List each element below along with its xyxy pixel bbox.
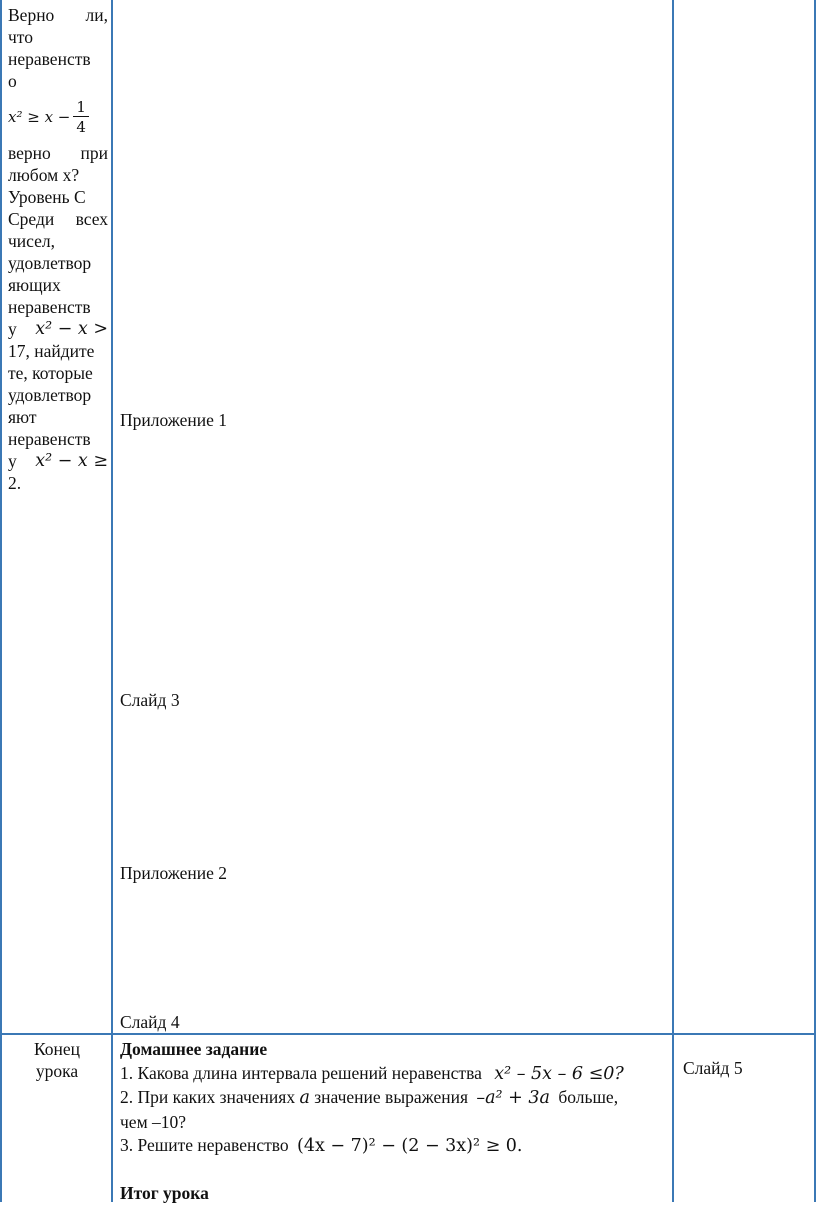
slide-4-label: Слайд 4	[120, 1012, 180, 1033]
hw3-text: 3. Решите неравенство	[120, 1135, 289, 1155]
text-line: неравенств	[8, 48, 108, 70]
text-fragment: ли,	[86, 4, 108, 26]
homework-cell	[120, 1038, 665, 1205]
fraction-numerator: 1	[73, 98, 89, 117]
q1-formula	[8, 92, 108, 142]
text-line: неравенств	[8, 296, 108, 318]
hw3-formula: (4x − 7)² − (2 − 3x)² ≥ 0.	[297, 1136, 522, 1156]
text-fragment: у	[8, 318, 17, 340]
text-line: неравенств	[8, 428, 108, 450]
text-line: 17, найдите	[8, 340, 108, 362]
appendix-2-label: Приложение 2	[120, 863, 227, 884]
spacer	[120, 1159, 665, 1182]
hw1-formula: x² – 5x – 6 ≤0?	[494, 1064, 624, 1084]
table-border-col2	[672, 0, 674, 1202]
inline-formula: x² − x >	[35, 318, 108, 340]
stage-label-line1: Конец	[4, 1038, 110, 1060]
table-row-divider	[0, 1033, 816, 1035]
table-border-left	[0, 0, 2, 1202]
text-line: удовлетвор	[8, 252, 108, 274]
stage-label-line2: урока	[4, 1060, 110, 1082]
homework-item-2	[120, 1086, 665, 1111]
appendix-1-label: Приложение 1	[120, 410, 227, 431]
homework-title: Домашнее задание	[120, 1038, 665, 1062]
slide-3-label: Слайд 3	[120, 690, 180, 711]
text-line: чисел,	[8, 230, 108, 252]
hw2-formula: –a² + 3a	[476, 1088, 550, 1108]
lesson-summary-title: Итог урока	[120, 1182, 665, 1205]
hw2-variable: a	[299, 1088, 309, 1108]
text-line: удовлетвор	[8, 384, 108, 406]
slide-5-label: Слайд 5	[683, 1058, 743, 1079]
table-border-col1	[111, 0, 113, 1202]
fraction-denominator: 4	[76, 117, 86, 136]
level-label: Уровень С	[8, 186, 108, 208]
homework-item-3	[120, 1134, 665, 1159]
hw1-text: 1. Какова длина интервала решений неравенства	[120, 1063, 482, 1083]
hw2-text-c: больше,	[558, 1087, 618, 1107]
homework-item-2-cont: чем –10?	[120, 1111, 665, 1135]
text-line: любом x?	[8, 164, 108, 186]
hw2-text-b: значение выражения	[314, 1087, 468, 1107]
text-line: о	[8, 70, 108, 92]
fraction	[73, 98, 89, 136]
text-fragment: Среди	[8, 208, 54, 230]
text-fragment: верно	[8, 142, 51, 164]
text-fragment: у	[8, 450, 17, 472]
text-line: яют	[8, 406, 108, 428]
text-fragment: Верно	[8, 4, 54, 26]
hw2-text-a: 2. При каких значениях	[120, 1087, 295, 1107]
text-line: что	[8, 26, 108, 48]
inline-formula: x² − x ≥	[35, 450, 108, 472]
left-cell-tasks	[8, 4, 108, 494]
text-line: 2.	[8, 472, 108, 494]
text-line: те, которые	[8, 362, 108, 384]
homework-item-1	[120, 1062, 665, 1087]
text-fragment: при	[81, 142, 108, 164]
formula-lhs: x² ≥ x −	[8, 106, 70, 128]
text-fragment: всех	[76, 208, 108, 230]
stage-cell	[4, 1038, 110, 1082]
text-line: яющих	[8, 274, 108, 296]
